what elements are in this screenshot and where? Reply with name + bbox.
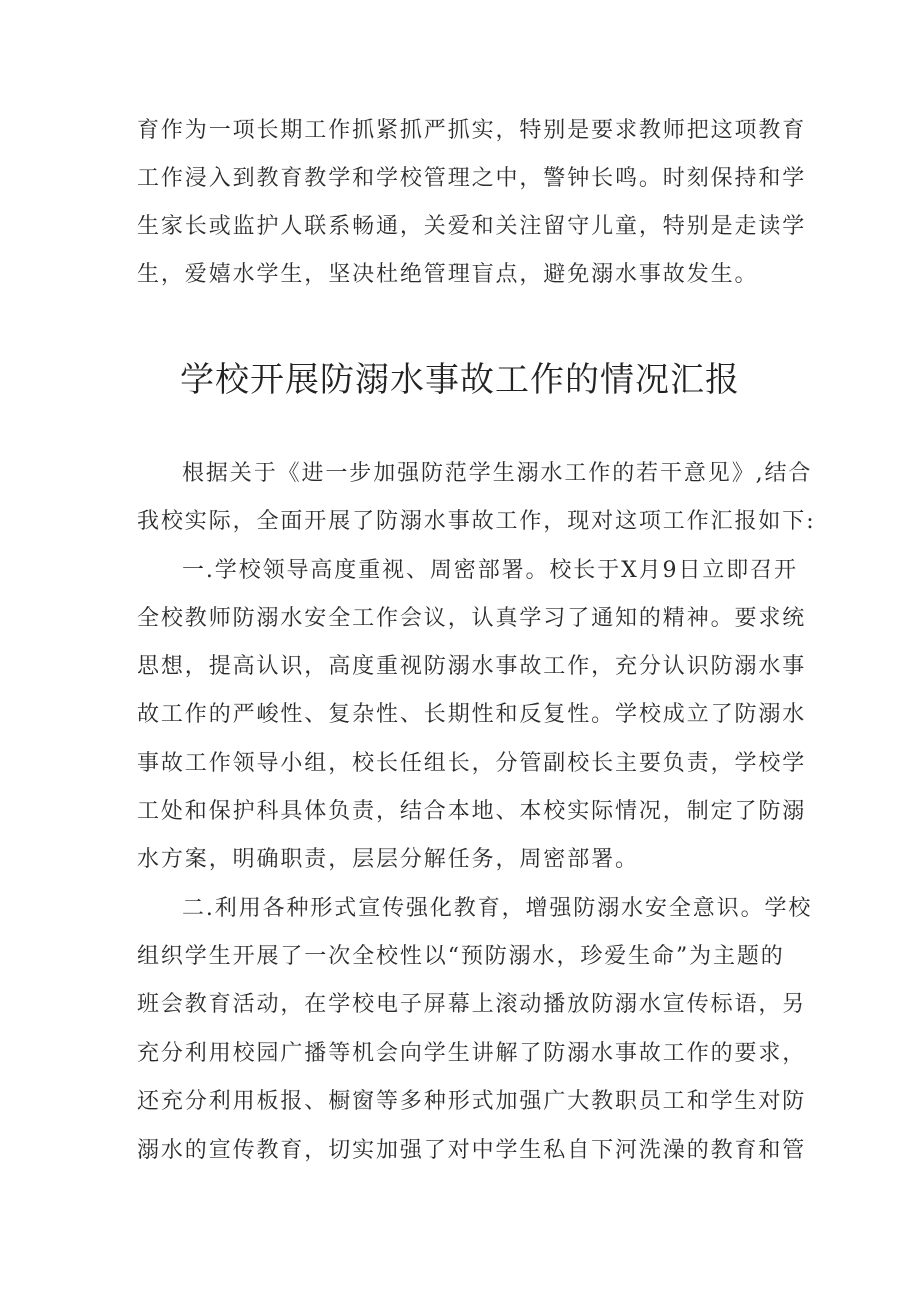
para2-line-5: 事故工作领导小组，校长任组长，分管副校长主要负责，学校学 <box>137 751 807 776</box>
para2-line-1: 一.学校领导高度重视、周密部署。校长于X月9日立即召开 <box>182 558 798 583</box>
para2-line-3: 思想，提高认识，高度重视防溺水事故工作，充分认识防溺水事 <box>137 654 807 679</box>
intro-line-4: 生，爱嬉水学生，坚决杜绝管理盲点，避免溺水事故发生。 <box>137 262 759 287</box>
para2-line-4: 故工作的严峻性、复杂性、长期性和反复性。学校成立了防溺水 <box>137 702 807 727</box>
para3-line-4: 充分利用校园广播等机会向学生讲解了防溺水事故工作的要求， <box>137 1041 807 1066</box>
para3-line-6: 溺水的宣传教育，切实加强了对中学生私自下河洗澡的教育和管 <box>137 1138 807 1163</box>
para1-line-1: 根据关于《进一步加强防范学生溺水工作的若干意见》,结合 <box>182 461 813 486</box>
intro-line-1: 育作为一项长期工作抓紧抓严抓实，特别是要求教师把这项教育 <box>137 118 807 143</box>
para2-line-6: 工处和保护科具体负责，结合本地、本校实际情况，制定了防溺 <box>137 799 807 824</box>
intro-line-2: 工作浸入到教育教学和学校管理之中，警钟长鸣。时刻保持和学 <box>137 166 807 191</box>
para2-line-2: 全校教师防溺水安全工作会议，认真学习了通知的精神。要求统 <box>137 606 807 631</box>
para3-line-1: 二.利用各种形式宣传强化教育，增强防溺水安全意识。学校 <box>182 896 813 921</box>
para1-line-2: 我校实际，全面开展了防溺水事故工作，现对这项工作汇报如下: <box>137 509 816 534</box>
para3-line-2: 组织学生开展了一次全校性以“预防溺水，珍爱生命”为主题的 <box>137 944 785 969</box>
para3-line-3: 班会教育活动，在学校电子屏幕上滚动播放防溺水宣传标语，另 <box>137 992 807 1017</box>
para3-line-5: 还充分利用板报、橱窗等多种形式加强广大教职员工和学生对防 <box>137 1089 807 1114</box>
document-title: 学校开展防溺水事故工作的情况汇报 <box>180 360 740 400</box>
intro-line-3: 生家长或监护人联系畅通，关爱和关注留守儿童，特别是走读学 <box>137 214 807 239</box>
para2-line-7: 水方案，明确职责，层层分解任务，周密部署。 <box>137 847 639 872</box>
